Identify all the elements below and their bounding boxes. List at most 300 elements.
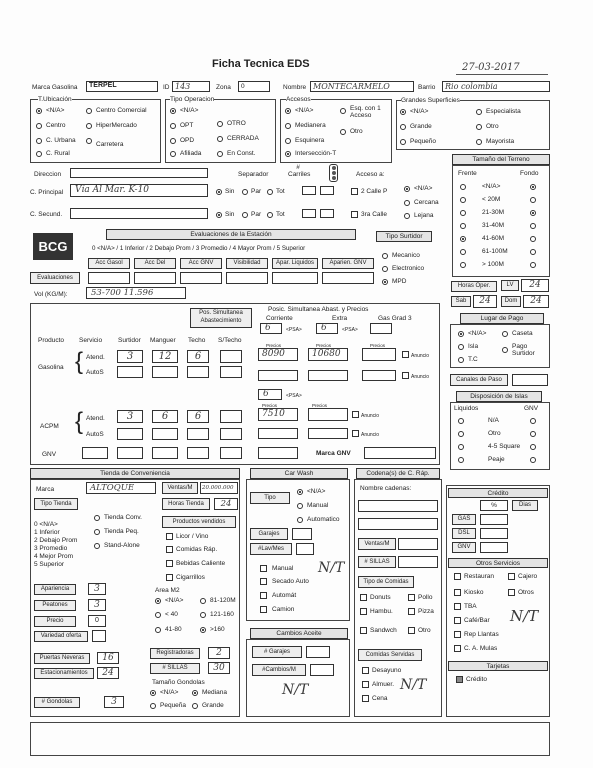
lugar-pago-title: Lugar de Pago — [460, 313, 544, 324]
serv-tba-checkbox[interactable] — [454, 603, 461, 610]
tipo-operacion-title: Tipo Operacion — [170, 96, 215, 103]
area-160-radio[interactable] — [200, 627, 206, 633]
principal-sin-radio[interactable] — [216, 189, 222, 195]
pos-simultanea-label: Pos. Simultanea Abastecimiento — [190, 308, 252, 328]
fondo-radio[interactable] — [530, 197, 536, 203]
secund-tot-label: Tot — [276, 211, 285, 218]
gnv-row-label: GNV — [42, 451, 57, 458]
gasolina-autos-anuncio-checkbox[interactable] — [402, 372, 409, 379]
tipo-operacion-na-label: <N/A> — [180, 107, 199, 114]
carwash-lav-field[interactable] — [296, 543, 314, 555]
separador-label: Separador — [238, 171, 269, 178]
gasolina-autos-techo[interactable] — [187, 366, 209, 378]
tienda-peq-radio[interactable] — [94, 529, 100, 535]
tarjeta-credito-checkbox[interactable] — [456, 676, 463, 683]
nombre-cadenas-field-1[interactable] — [358, 500, 438, 512]
comida-pollo-checkbox[interactable] — [408, 594, 415, 601]
acpm-autos-precio-1[interactable] — [258, 428, 298, 439]
comida-donuts-checkbox[interactable] — [360, 594, 367, 601]
cambios-aceite-title: Cambios Aceite — [250, 628, 348, 639]
tipo-operacion-opd-radio[interactable] — [170, 138, 176, 144]
carwash-garajes-label: Garajes — [250, 528, 288, 540]
gs-pequeno-radio[interactable] — [400, 139, 406, 145]
tipo-operacion-afiliada-radio[interactable] — [170, 151, 176, 157]
puertas-neveras-field[interactable]: 16 — [97, 652, 119, 664]
terreno-row-label: < 20M — [482, 196, 501, 203]
apariencia-field[interactable]: 3 — [88, 583, 106, 595]
credito-dias-label: Dias — [512, 500, 538, 511]
gasolina-autos-precio-3[interactable] — [362, 370, 396, 381]
islas-liquidos-radio[interactable] — [458, 418, 464, 424]
direccion-field[interactable] — [70, 168, 208, 178]
area-41-label: 41-80 — [165, 626, 182, 633]
islas-gnv-label: GNV — [524, 405, 539, 412]
date-value: 27-03-2017 — [462, 62, 520, 73]
gasolina-precio-gasgrad[interactable] — [362, 348, 396, 361]
accesos-esquinera-radio[interactable] — [285, 138, 291, 144]
gnv-field-1[interactable] — [82, 447, 108, 459]
gnv-field-5[interactable] — [220, 447, 242, 459]
precio-label: Precio — [34, 616, 76, 627]
gondola-grande-radio[interactable] — [192, 703, 198, 709]
frente-radio[interactable] — [460, 184, 466, 190]
zona-field[interactable]: 0 — [238, 81, 270, 92]
secund-carriles-box[interactable] — [302, 209, 316, 218]
acpm-surtidor-field[interactable]: 3 — [117, 410, 143, 423]
vol-label: Vol (KG/M): — [34, 291, 68, 298]
marca-gnv-field[interactable] — [364, 447, 436, 459]
tipo-operacion-enconst-radio[interactable] — [217, 151, 223, 157]
tipo-operacion-opt-label: OPT — [180, 122, 194, 129]
notes-area[interactable] — [30, 722, 550, 756]
gondola-pequena-label: Pequeña — [160, 702, 187, 709]
acpm-autos-precio-2[interactable] — [308, 428, 348, 439]
eval-col-field[interactable] — [272, 272, 318, 284]
nombre-field[interactable]: MONTECARMELO — [310, 81, 414, 92]
calle-secundaria-field[interactable] — [70, 208, 208, 219]
principal-carriles-box[interactable] — [302, 186, 316, 195]
gs-mayorista-radio[interactable] — [476, 139, 482, 145]
acceso-na-label: <N/A> — [414, 185, 433, 192]
registradoras-field[interactable]: 2 — [208, 647, 230, 659]
acceso-lejana-radio[interactable] — [404, 213, 410, 219]
gasolina-label: Gasolina — [38, 364, 64, 371]
area-label: Area M2 — [155, 587, 180, 594]
otros-servicios-na-mark: N/T — [510, 607, 539, 625]
t-ubicacion-urbana-radio[interactable] — [36, 138, 42, 144]
area-121-label: 121-160 — [210, 611, 234, 618]
disposicion-islas-title: Disposición de Islas — [456, 391, 542, 402]
tienda-sillas-label: # SILLAS — [150, 663, 200, 674]
area-121-radio[interactable] — [200, 612, 206, 618]
acpm-pos-field[interactable]: 6 — [258, 389, 282, 400]
acceso-a-label: Acceso a: — [356, 171, 385, 178]
nombre-cadenas-field-2[interactable] — [358, 518, 438, 530]
carwash-garajes-field[interactable] — [292, 528, 312, 540]
gnv-field-3[interactable] — [152, 447, 178, 459]
serv-restauran-label: Restauran — [464, 573, 494, 580]
t-ubicacion-cc-radio[interactable] — [86, 108, 92, 114]
gnv-field-2[interactable] — [117, 447, 143, 459]
gondola-mediana-radio[interactable] — [192, 690, 198, 696]
eval-col-field[interactable] — [88, 272, 130, 284]
comida-pizza-label: Pizza — [418, 608, 434, 615]
gondolas-field[interactable]: 3 — [104, 696, 124, 708]
accesos-na-radio[interactable] — [285, 108, 291, 114]
extra-psa-label: <PSA> — [342, 327, 358, 333]
serv-otros-checkbox[interactable] — [508, 589, 515, 596]
tipo-operacion-cerrada-radio[interactable] — [217, 136, 223, 142]
codenas-ventas-field[interactable] — [398, 538, 438, 550]
tarjetas-title: Tarjetas — [448, 661, 548, 671]
credito-pct-field[interactable]: % — [480, 500, 508, 511]
secund-sin-label: Sin — [225, 211, 235, 218]
gs-especialista-radio[interactable] — [476, 109, 482, 115]
pago-na-radio[interactable] — [458, 331, 464, 337]
acpm-autos-stecho[interactable] — [220, 428, 242, 440]
gnv-field-4[interactable] — [187, 447, 209, 459]
gs-grande-label: Grande — [410, 123, 432, 130]
acpm-anuncio-label: Anuncio — [361, 413, 380, 419]
comida-cena-checkbox[interactable] — [362, 695, 369, 702]
cambios-garajes-field[interactable] — [306, 646, 330, 658]
eval-col-label: Visibilidad — [226, 258, 268, 269]
tienda-ventas-field[interactable]: 20.000.000 — [200, 482, 238, 494]
producto-cigarrillos-checkbox[interactable] — [166, 574, 173, 581]
gnv-field-6[interactable] — [258, 447, 298, 459]
secund-par-radio[interactable] — [242, 212, 248, 218]
tienda-conv-label: Tienda Conv. — [104, 514, 142, 521]
tipo-operacion-opt-radio[interactable] — [170, 123, 176, 129]
lv-label: LV — [501, 280, 519, 291]
extra-label: Extra — [332, 315, 348, 322]
surtidor-mpd-radio[interactable] — [382, 279, 388, 285]
islas-gnv-radio[interactable] — [530, 431, 536, 437]
gasolina-atend-label: Atend. — [86, 354, 105, 361]
cambios-mes-field[interactable] — [310, 664, 334, 676]
comida-almuer-checkbox[interactable] — [362, 681, 369, 688]
gasolina-techo-field[interactable]: 6 — [187, 350, 209, 363]
frente-radio[interactable] — [460, 210, 466, 216]
producto-comidas-checkbox[interactable] — [166, 546, 173, 553]
principal-carriles-box-2[interactable] — [320, 186, 334, 195]
area-160-label: >160 — [210, 626, 225, 633]
producto-cigarrillos-label: Cigarrillos — [176, 574, 205, 581]
surtidor-mecanico-radio[interactable] — [382, 253, 388, 259]
tienda-scale-5: 5 Superior — [34, 561, 64, 568]
surtidor-mecanico-label: Mecanico — [392, 252, 420, 259]
pago-surtidor-label: Pago Surtidor — [512, 343, 535, 357]
tamano-terreno-title: Tamaño del Terreno — [452, 154, 550, 165]
id-field[interactable]: 143 — [172, 81, 210, 92]
comida-sandwch-checkbox[interactable] — [360, 627, 367, 634]
acpm-autos-anuncio-checkbox[interactable] — [352, 430, 359, 437]
acpm-psa-label: <PSA> — [286, 393, 302, 399]
precio-field[interactable]: 0 — [88, 615, 106, 627]
serv-kiosko-checkbox[interactable] — [454, 589, 461, 596]
barrio-label: Barrio — [418, 84, 436, 91]
acceso-na-radio[interactable] — [404, 186, 410, 192]
corriente-psa-label: <PSA> — [286, 327, 302, 333]
dom-label: Dom — [501, 296, 521, 307]
estacionamientos-label: Estacionamientos — [34, 668, 94, 679]
acpm-stecho-field[interactable] — [220, 410, 242, 423]
accesos-otro-radio[interactable] — [340, 129, 346, 135]
accesos-medianera-radio[interactable] — [285, 123, 291, 129]
gasolina-anuncio-checkbox[interactable] — [402, 351, 409, 358]
credito-gas-field[interactable] — [480, 514, 508, 525]
horas-oper-label: Horas Oper. — [451, 281, 497, 292]
accesos-esq1-radio[interactable] — [340, 108, 346, 114]
fondo-radio[interactable] — [530, 210, 536, 216]
producto-bebidas-checkbox[interactable] — [166, 560, 173, 567]
t-ubicacion-na-radio[interactable] — [36, 108, 42, 114]
fondo-radio[interactable] — [530, 184, 536, 190]
acpm-precio-field[interactable]: 7510 — [258, 408, 298, 421]
secund-tot-radio[interactable] — [267, 212, 273, 218]
gasolina-autos-surtidor[interactable] — [117, 366, 143, 378]
gs-grande-radio[interactable] — [400, 124, 406, 130]
frente-radio[interactable] — [460, 223, 466, 229]
acpm-autos-manguer[interactable] — [152, 428, 178, 440]
eval-col-field[interactable] — [134, 272, 176, 284]
islas-gnv-radio[interactable] — [530, 444, 536, 450]
carwash-manual-radio[interactable] — [297, 503, 303, 509]
gasolina-autos-anuncio-label: Anuncio — [411, 374, 430, 380]
carwash-automat-checkbox[interactable] — [260, 592, 267, 599]
secund-carriles-box-2[interactable] — [320, 209, 334, 218]
frente-radio[interactable] — [460, 249, 466, 255]
serv-llantas-checkbox[interactable] — [454, 631, 461, 638]
tienda-scale-1: 1 Inferior — [34, 529, 60, 536]
lv-field[interactable]: 24 — [521, 279, 549, 292]
carwash-camion-label: Camion — [272, 606, 295, 613]
serv-cajero-checkbox[interactable] — [508, 573, 515, 580]
corriente-pos-field[interactable]: 6 — [260, 323, 282, 334]
producto-licor-checkbox[interactable] — [166, 533, 173, 540]
gs-na-radio[interactable] — [400, 109, 406, 115]
secund-3calle-label: 3ra Calle — [361, 211, 388, 218]
carwash-secado-label: Secado Auto — [272, 578, 309, 585]
terreno-row-label: > 100M — [482, 261, 504, 268]
canales-paso-field[interactable] — [512, 374, 548, 386]
col-techo-label: Techo — [188, 337, 206, 344]
t-ubicacion-centro-label: Centro — [46, 122, 66, 129]
comida-otro-checkbox[interactable] — [408, 627, 415, 634]
islas-liquidos-label: Liquidos — [454, 405, 479, 412]
tienda-conv-radio[interactable] — [94, 515, 100, 521]
gasolina-precio-extra[interactable]: 10680 — [308, 348, 348, 361]
carwash-secado-checkbox[interactable] — [260, 578, 267, 585]
carwash-na-mark: N/T — [318, 560, 345, 576]
acpm-label: ACPM — [40, 423, 59, 430]
fondo-radio[interactable] — [530, 249, 536, 255]
area-40-radio[interactable] — [155, 612, 161, 618]
pago-isla-radio[interactable] — [458, 344, 464, 350]
tipo-operacion-otro-radio[interactable] — [217, 121, 223, 127]
eval-col-field[interactable] — [226, 272, 268, 284]
principal-tot-radio[interactable] — [267, 189, 273, 195]
producto-bebidas-label: Bebidas Caliente — [176, 560, 226, 567]
surtidor-mpd-label: MPD — [392, 278, 407, 285]
tienda-sillas-field[interactable]: 30 — [208, 662, 230, 674]
t-ubicacion-hiper-radio[interactable] — [86, 123, 92, 129]
acpm-autos-surtidor[interactable] — [117, 428, 143, 440]
tienda-scale-0: 0 <N/A> — [34, 521, 58, 528]
acpm-autos-techo[interactable] — [187, 428, 209, 440]
horas-tienda-field[interactable]: 24 — [214, 498, 238, 510]
acpm-atend-label: Atend. — [86, 415, 105, 422]
gasolina-manguer-field[interactable]: 12 — [152, 350, 178, 363]
t-ubicacion-centro-radio[interactable] — [36, 123, 42, 129]
calle-principal-field[interactable]: Vía Al Mar. K-10 — [70, 184, 208, 197]
gondola-pequena-radio[interactable] — [150, 703, 156, 709]
puertas-neveras-label: Puertas Neveras — [34, 653, 90, 664]
serv-cajero-label: Cajero — [518, 573, 538, 580]
peatones-field[interactable]: 3 — [88, 599, 106, 611]
t-ubicacion-rural-radio[interactable] — [36, 151, 42, 157]
frente-radio[interactable] — [460, 197, 466, 203]
acpm-manguer-field[interactable]: 6 — [152, 410, 178, 423]
comida-pizza-checkbox[interactable] — [408, 608, 415, 615]
secund-sin-radio[interactable] — [216, 212, 222, 218]
credito-gnv-field[interactable] — [480, 542, 508, 553]
tipo-comidas-label: Tipo de Comidas — [358, 576, 414, 588]
frente-radio[interactable] — [460, 236, 466, 242]
carwash-camion-checkbox[interactable] — [260, 606, 267, 613]
gasolina-autos-manguer[interactable] — [152, 366, 178, 378]
pago-surtidor-radio[interactable] — [502, 347, 508, 353]
variedad-field[interactable] — [92, 630, 106, 642]
islas-row-label: N/A — [488, 417, 499, 424]
eval-col-label: Acc GNV — [180, 258, 222, 269]
codenas-sillas-field[interactable] — [398, 556, 438, 568]
surtidor-electronico-label: Electronico — [392, 265, 425, 272]
fondo-radio[interactable] — [530, 262, 536, 268]
area-40-label: < 40 — [165, 611, 178, 618]
islas-gnv-radio[interactable] — [530, 418, 536, 424]
gasolina-surtidor-field[interactable]: 3 — [117, 350, 143, 363]
islas-liquidos-radio[interactable] — [458, 444, 464, 450]
serv-mulas-label: C. A. Mulas — [464, 645, 498, 652]
tipo-operacion-na-radio[interactable] — [170, 108, 176, 114]
acceso-cercana-radio[interactable] — [404, 200, 410, 206]
credito-gas-label: GAS — [452, 514, 476, 525]
col-surtidor-label: Surtidor — [118, 337, 141, 344]
peatones-label: Peatones — [34, 600, 76, 611]
gasolina-stecho-field[interactable] — [220, 350, 242, 363]
barrio-field[interactable]: Rio colombia — [442, 81, 550, 92]
gondola-na-radio[interactable] — [150, 690, 156, 696]
carwash-auto-radio[interactable] — [297, 517, 303, 523]
carwash-automat-label: Automát — [272, 592, 297, 599]
frente-radio[interactable] — [460, 262, 466, 268]
carwash-manual-checkbox[interactable] — [260, 565, 267, 572]
comida-cena-label: Cena — [372, 695, 388, 702]
serv-mulas-checkbox[interactable] — [454, 645, 461, 652]
islas-liquidos-radio[interactable] — [458, 431, 464, 437]
t-ubicacion-carretera-radio[interactable] — [86, 138, 92, 144]
pago-caseta-radio[interactable] — [502, 331, 508, 337]
serv-restauran-checkbox[interactable] — [454, 573, 461, 580]
eval-col-field[interactable] — [322, 272, 374, 284]
secund-3calle-checkbox[interactable] — [351, 211, 358, 218]
accesos-interseccion-radio[interactable] — [285, 151, 291, 157]
gondola-na-label: <N/A> — [160, 689, 179, 696]
estacionamientos-field[interactable]: 24 — [97, 667, 119, 679]
accesos-interseccion-label: Intersección-T — [295, 150, 337, 157]
pago-tc-radio[interactable] — [458, 357, 464, 363]
tienda-title: Tienda de Conveniencia — [30, 468, 240, 479]
accesos-title: Accesos — [286, 96, 311, 103]
comida-desayuno-checkbox[interactable] — [362, 667, 369, 674]
tienda-marca-label: Marca — [36, 486, 55, 493]
sab-field[interactable]: 24 — [473, 295, 497, 308]
gas-grad-label: Gas Grad 3 — [378, 315, 412, 322]
principal-par-radio[interactable] — [242, 189, 248, 195]
gasolina-autos-precio-1[interactable] — [258, 370, 298, 381]
fondo-radio[interactable] — [530, 236, 536, 242]
islas-gnv-radio[interactable] — [530, 457, 536, 463]
tienda-ventas-label: Ventas/M — [162, 482, 198, 494]
comida-hambu-checkbox[interactable] — [360, 608, 367, 615]
acpm-precio-field-2[interactable] — [308, 408, 348, 421]
pago-caseta-label: Caseta — [512, 330, 533, 337]
gs-mayorista-label: Mayorista — [486, 138, 515, 145]
dom-field[interactable]: 24 — [523, 295, 549, 308]
area-41-radio[interactable] — [155, 627, 161, 633]
eval-col-label: Aparien. GNV — [322, 258, 374, 269]
fondo-radio[interactable] — [530, 223, 536, 229]
tienda-marca-field[interactable]: ALTOQUE — [86, 482, 156, 494]
tipo-tienda-label: Tipo Tienda — [34, 498, 78, 510]
tienda-stand-radio[interactable] — [94, 543, 100, 549]
t-ubicacion-carretera-label: Carretera — [96, 141, 124, 148]
serv-kiosko-label: Kiosko — [464, 589, 484, 596]
acpm-techo-field[interactable]: 6 — [187, 410, 209, 423]
islas-row-label: 4-5 Square — [488, 443, 521, 450]
terreno-row-label: 41-60M — [482, 235, 505, 242]
direccion-label: Direccion — [34, 171, 62, 178]
codenas-na-mark: N/T — [400, 677, 427, 693]
extra-pos-field[interactable]: 6 — [316, 323, 338, 334]
credito-dsl-field[interactable] — [480, 528, 508, 539]
islas-liquidos-radio[interactable] — [458, 457, 464, 463]
marca-gasolina-field[interactable]: TERPEL — [86, 81, 158, 92]
codenas-title: Codena(s) de C. Ráp. — [356, 468, 440, 479]
gasgrad-precio-caption: Precios — [370, 343, 386, 348]
principal-2calle-checkbox[interactable] — [351, 188, 358, 195]
fondo-label: Fondo — [520, 170, 539, 177]
comida-desayuno-label: Desayuno — [372, 667, 402, 674]
eval-col-field[interactable] — [180, 272, 222, 284]
area-81-radio[interactable] — [200, 598, 206, 604]
carwash-na-radio[interactable] — [297, 489, 303, 495]
gasolina-precio-corriente[interactable]: 8090 — [258, 348, 298, 361]
acpm-anuncio-checkbox[interactable] — [352, 411, 359, 418]
extra-precio-caption: Precios — [316, 343, 332, 348]
vol-field[interactable]: 53-700 11.596 — [86, 287, 186, 299]
nombre-label: Nombre — [283, 84, 307, 91]
gs-otro-radio[interactable] — [476, 124, 482, 130]
surtidor-electronico-radio[interactable] — [382, 266, 388, 272]
serv-cafe-checkbox[interactable] — [454, 617, 461, 624]
gasolina-autos-stecho[interactable] — [220, 366, 242, 378]
gasolina-autos-precio-2[interactable] — [308, 370, 348, 381]
sab-label: Sab — [451, 296, 471, 307]
area-na-radio[interactable] — [155, 598, 161, 604]
calle-secundaria-label: C. Secund. — [30, 211, 63, 218]
